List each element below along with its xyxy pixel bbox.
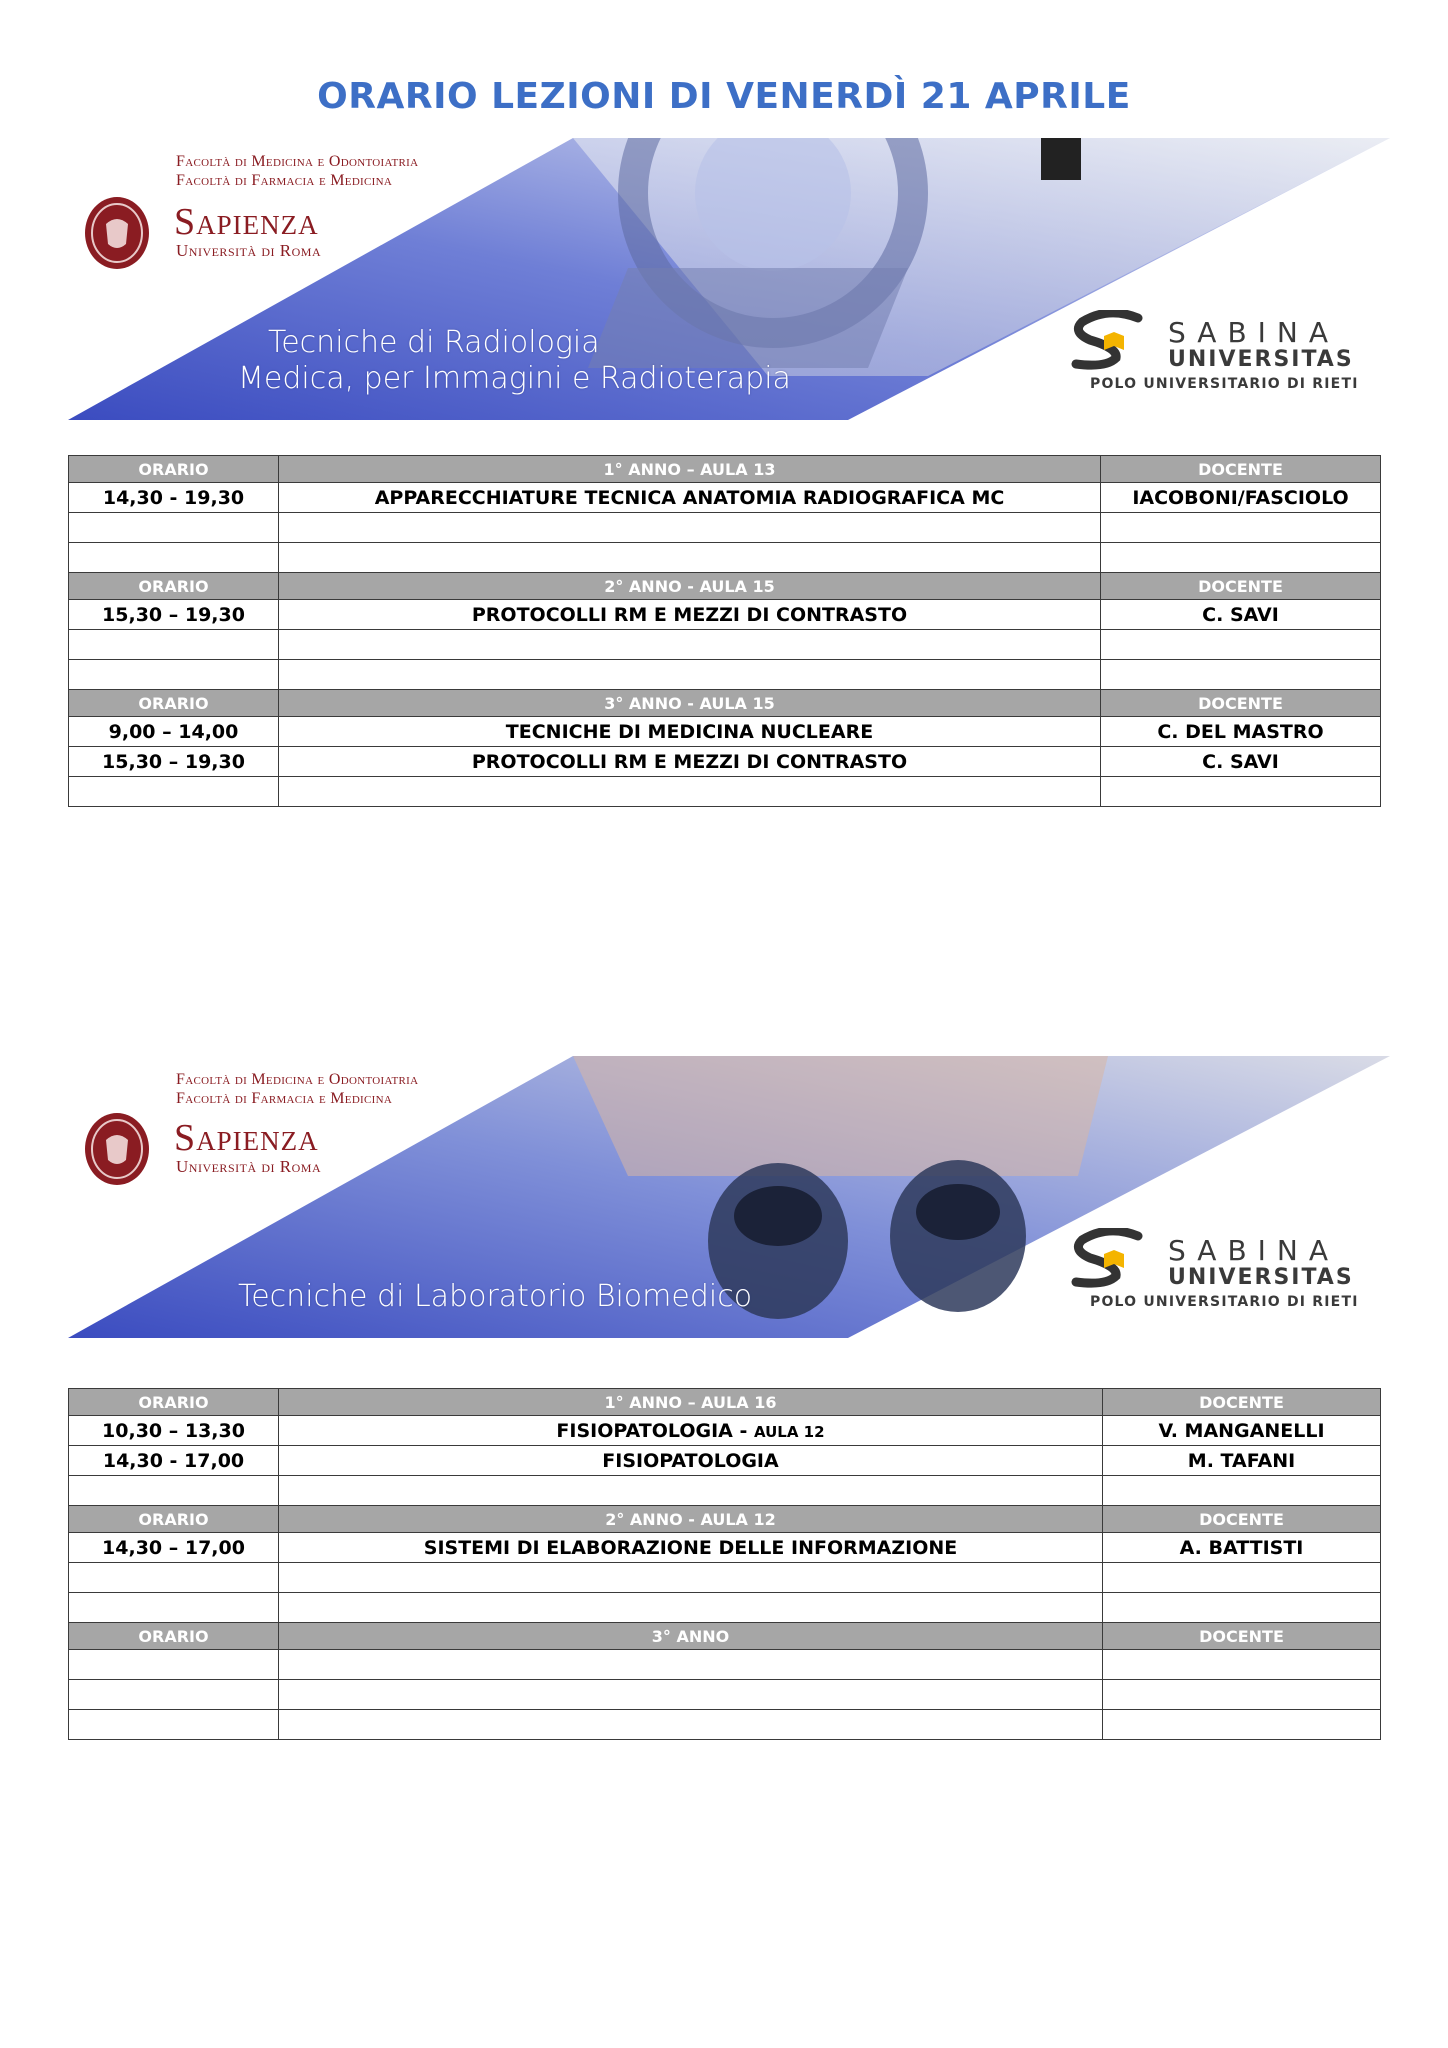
table-row [69,1533,1381,1563]
table-header-row [69,690,1381,717]
header-cell: DOCENTE [1101,690,1381,717]
time-cell: 10,30 – 13,30 [69,1416,279,1446]
table-row [69,600,1381,630]
header-cell: 2° ANNO - AULA 12 [279,1506,1103,1533]
subject-cell [279,1416,1103,1446]
subject-cell: SISTEMI DI ELABORAZIONE DELLE INFORMAZIONE [279,1533,1103,1563]
table-header-row [69,1623,1381,1650]
table-row [69,777,1381,807]
table-row [69,747,1381,777]
sabina-logo-icon [1068,310,1158,370]
table-header-row [69,1389,1381,1416]
partner-line-1: SABINA [1168,316,1340,349]
teacher-cell: A. BATTISTI [1103,1533,1381,1563]
partner-name [1168,318,1354,372]
table-row [69,1593,1381,1623]
time-cell: 14,30 – 17,00 [69,1533,279,1563]
table-row [69,660,1381,690]
time-cell: 15,30 – 19,30 [69,747,279,777]
table-row [69,1416,1381,1446]
page-title: ORARIO LEZIONI DI VENERDÌ 21 APRILE [317,76,1131,117]
course-title-line-2: Medica, per Immagini e Radioterapia [238,361,791,396]
table-header-row [69,1506,1381,1533]
header-cell: 1° ANNO – AULA 13 [279,456,1101,483]
partner-sub: POLO UNIVERSITARIO DI RIETI [1090,1294,1359,1310]
table-row [69,1680,1381,1710]
table-header-row [69,456,1381,483]
subject-cell: PROTOCOLLI RM E MEZZI DI CONTRASTO [279,747,1101,777]
time-cell: 9,00 – 14,00 [69,717,279,747]
table-row [69,513,1381,543]
teacher-cell: C. DEL MASTRO [1101,717,1381,747]
teacher-cell: M. TAFANI [1103,1446,1381,1476]
table-row [69,1446,1381,1476]
teacher-cell: C. SAVI [1101,747,1381,777]
time-cell: 15,30 – 19,30 [69,600,279,630]
room-note: AULA 12 [753,1422,825,1441]
partner-line-1: SABINA [1168,1234,1340,1267]
course-title-line-1: Tecniche di Radiologia [268,325,600,360]
partner-name [1168,1236,1354,1290]
subject-cell: PROTOCOLLI RM E MEZZI DI CONTRASTO [279,600,1101,630]
header-cell: ORARIO [69,1623,279,1650]
header-cell: DOCENTE [1101,456,1381,483]
partner-line-2: UNIVERSITAS [1168,347,1354,372]
subject-text: FISIOPATOLOGIA - [556,1419,754,1442]
faculty-line-2: Facoltà di Farmacia e Medicina [176,172,393,189]
table-row [69,630,1381,660]
table-row [69,717,1381,747]
table-row [69,483,1381,513]
subject-cell: APPARECCHIATURE TECNICA ANATOMIA RADIOGRAFICA MC [279,483,1101,513]
faculty-line-1: Facoltà di Medicina e Odontoiatria [176,153,419,170]
faculty-line-2: Facoltà di Farmacia e Medicina [176,1090,393,1107]
header-cell: 3° ANNO [279,1623,1103,1650]
course-banner-radiologia [68,138,1390,420]
faculty-line-1: Facoltà di Medicina e Odontoiatria [176,1071,419,1088]
university-sub: Università di Roma [176,241,322,260]
header-cell: ORARIO [69,456,279,483]
header-cell: DOCENTE [1103,1506,1381,1533]
partner-sub: POLO UNIVERSITARIO DI RIETI [1090,376,1359,392]
partner-line-2: UNIVERSITAS [1168,1265,1354,1290]
table-row [69,543,1381,573]
time-cell: 14,30 - 19,30 [69,483,279,513]
sapienza-seal-icon [84,1112,150,1186]
sabina-logo-icon [1068,1228,1158,1288]
university-name: Sapienza [174,1117,319,1159]
table-header-row [69,573,1381,600]
table-row [69,1710,1381,1740]
table-row [69,1476,1381,1506]
table-row [69,1650,1381,1680]
header-cell: 1° ANNO – AULA 16 [279,1389,1103,1416]
teacher-cell: IACOBONI/FASCIOLO [1101,483,1381,513]
table-row [69,1563,1381,1593]
time-cell: 14,30 - 17,00 [69,1446,279,1476]
sapienza-seal-icon [84,196,150,270]
header-cell: ORARIO [69,1389,279,1416]
university-name: Sapienza [174,201,319,243]
subject-cell: FISIOPATOLOGIA [279,1446,1103,1476]
header-cell: DOCENTE [1103,1389,1381,1416]
header-cell: ORARIO [69,573,279,600]
teacher-cell: V. MANGANELLI [1103,1416,1381,1446]
header-cell: 2° ANNO - AULA 15 [279,573,1101,600]
header-cell: DOCENTE [1101,573,1381,600]
header-cell: ORARIO [69,690,279,717]
schedule-table-laboratorio [68,1388,1381,1740]
university-sub: Università di Roma [176,1157,322,1176]
header-cell: DOCENTE [1103,1623,1381,1650]
course-title-line-1: Tecniche di Laboratorio Biomedico [238,1279,753,1314]
schedule-table-radiologia [68,455,1381,807]
course-banner-laboratorio [68,1056,1390,1338]
subject-cell: TECNICHE DI MEDICINA NUCLEARE [279,717,1101,747]
header-cell: 3° ANNO - AULA 15 [279,690,1101,717]
header-cell: ORARIO [69,1506,279,1533]
teacher-cell: C. SAVI [1101,600,1381,630]
